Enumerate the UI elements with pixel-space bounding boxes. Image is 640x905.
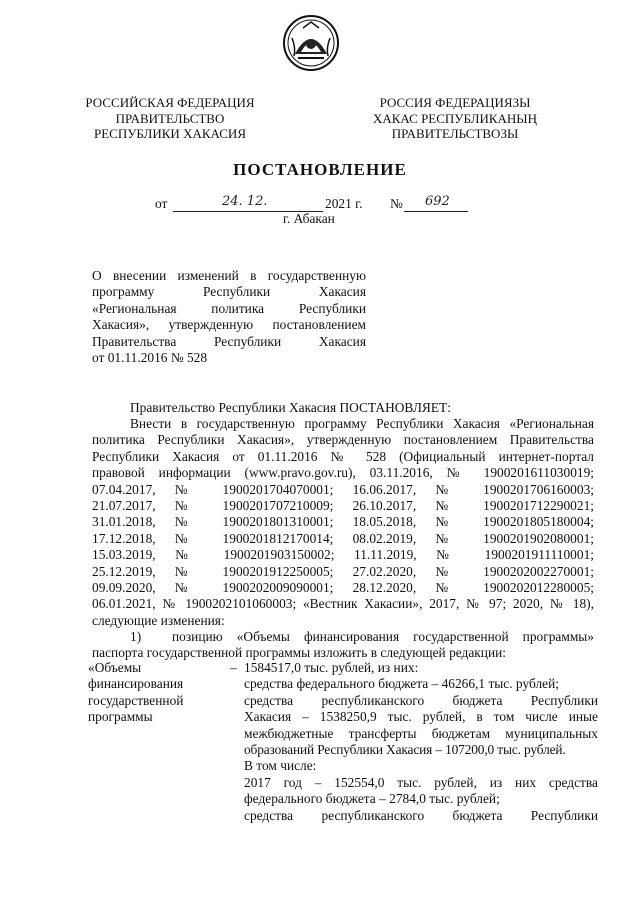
paragraph-line: Республики Хакасия от 01.11.2016 № 528 (Официальный интернет-портал xyxy=(92,448,594,464)
table-right-line: 2017 год – 152554,0 тыс. рублей, из них средства xyxy=(244,774,598,790)
table-right-line: В том числе: xyxy=(244,758,317,774)
date-from-label: от xyxy=(155,196,168,211)
intro-line: Правительство Республики Хакасия ПОСТАНОВЛЯЕТ: xyxy=(130,400,451,415)
paragraph-line: Внести в государственную программу Республики Хакасия «Региональная xyxy=(130,416,594,431)
number-label: № xyxy=(390,196,403,211)
number-handwritten: 692 xyxy=(425,194,450,209)
paragraph-line: 09.09.2020, № 1900202009090001; 28.12.2020, № 1900202012280005; xyxy=(92,579,594,595)
table-right-line: образований Республики Хакасия – 107200,0 тыс. рублей. xyxy=(244,741,566,757)
paragraph-line: 06.01.2021, № 1900202101060003; «Вестник Хакасии», 2017, № 97; 2020, № 18), xyxy=(92,596,594,612)
date-year: 2021 г. xyxy=(325,196,363,211)
paragraph-line: 25.12.2019, № 1900201912250005; 27.02.2020, № 1900202002270001; xyxy=(92,563,594,579)
table-left-label xyxy=(88,660,218,726)
document-type-title: ПОСТАНОВЛЕНИЕ xyxy=(233,160,407,179)
paragraph-line: 07.04.2017, № 1900201704070001; 16.06.2017, № 1900201706160003; xyxy=(92,481,594,497)
subject-line: программу Республики Хакасия xyxy=(92,284,366,300)
table-right-line: средства федерального бюджета – 46266,1 тыс. рублей; xyxy=(244,676,559,692)
khakassia-coat-of-arms-icon xyxy=(282,14,340,72)
number-underline xyxy=(404,211,468,212)
paragraph-line: правовой информации (www.pravo.gov.ru), 03.11.2016, № 1900201611030019; xyxy=(92,465,594,481)
paragraph-line: 17.12.2018, № 1900201812170014; 08.02.2019, № 1900201902080001; xyxy=(92,530,594,546)
date-line xyxy=(0,196,640,230)
header-left xyxy=(60,95,280,142)
item-1-line-1 xyxy=(92,629,594,645)
table-left-line: государственной xyxy=(88,692,184,708)
subject-line: Хакасия», утвержденную постановлением xyxy=(92,317,366,333)
table-right-value xyxy=(244,660,598,824)
header-right-line: ПРАВИТЕЛЬСТВОЗЫ xyxy=(391,126,519,141)
table-right-line: средства республиканского бюджета Республики xyxy=(244,692,598,708)
subject-block xyxy=(92,268,366,366)
header-left-line: ПРАВИТЕЛЬСТВО xyxy=(115,110,225,126)
paragraph-line: следующие изменения: xyxy=(92,612,225,628)
paragraph-line: 31.01.2018, № 1900201801310001; 18.05.2018, № 1900201805180004; xyxy=(92,514,594,530)
main-paragraph xyxy=(92,416,594,662)
subject-line: О внесении изменений в государственную xyxy=(92,268,366,283)
date-handwritten: 24. 12. xyxy=(222,194,268,209)
paragraph-line: 21.07.2017, № 1900201707210009; 26.10.2017, № 1900201712290021; xyxy=(92,497,594,513)
coat-of-arms-emblem xyxy=(282,14,340,72)
table-left-line: финансирования xyxy=(88,676,184,692)
item-1-number: 1) xyxy=(130,629,142,645)
table-right-line: Хакасия – 1538250,9 тыс. рублей, в том числе иные xyxy=(244,709,598,725)
table-dash: – xyxy=(230,660,237,675)
subject-line: от 01.11.2016 № 528 xyxy=(92,349,208,365)
header-left-line: РОССИЙСКАЯ ФЕДЕРАЦИЯ xyxy=(85,95,255,110)
city-name: г. Абакан xyxy=(283,211,335,226)
financing-table xyxy=(88,660,598,905)
header-right-line: ХАКАС РЕСПУБЛИКАНЫҢ xyxy=(372,110,538,126)
table-right-line: 1584517,0 тыс. рублей, из них: xyxy=(244,660,419,675)
paragraph-line: 15.03.2019, № 1900201903150002; 11.11.2019, № 1900201911110001; xyxy=(92,547,594,563)
table-right-line: межбюджетные трансферты бюджетам муниципальных xyxy=(244,725,598,741)
table-right-line: федерального бюджета – 2784,0 тыс. рублей; xyxy=(244,791,500,807)
subject-line: «Региональная политика Республики xyxy=(92,300,366,316)
header-right-line: РОССИЯ ФЕДЕРАЦИЯЗЫ xyxy=(379,95,531,110)
item-1-text: позицию «Объемы финансирования государственной программы» xyxy=(172,629,594,645)
paragraph-line: политика Республики Хакасия», утвержденную постановлением Правительства xyxy=(92,432,594,448)
table-left-line: программы xyxy=(88,709,153,725)
header-right xyxy=(345,95,565,142)
subject-line: Правительства Республики Хакасия xyxy=(92,333,366,349)
header-left-line: РЕСПУБЛИКИ ХАКАСИЯ xyxy=(93,126,246,141)
table-right-line: средства республиканского бюджета Республики xyxy=(244,807,598,823)
item-1-line-2: паспорта государственной программы изложить в следующей редакции: xyxy=(92,645,507,661)
table-left-line: «Объемы xyxy=(88,660,142,675)
